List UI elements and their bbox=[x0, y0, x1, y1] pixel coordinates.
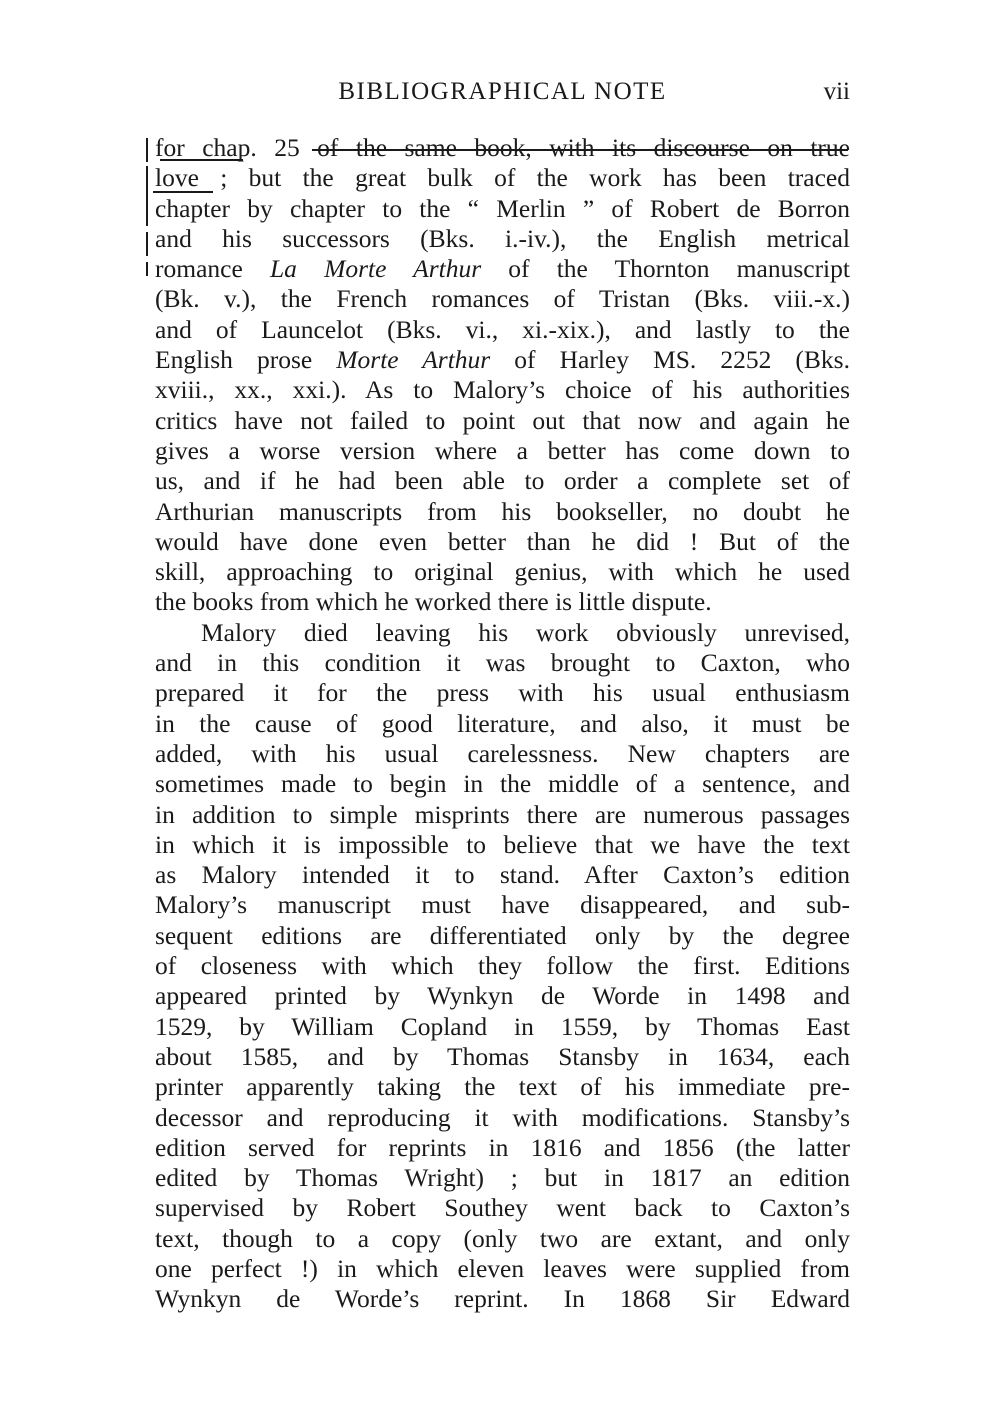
text-line: supervised by Robert Southey went back to Caxton’s bbox=[155, 1193, 850, 1223]
text-line: and in this condition it was brought to Caxton, who bbox=[155, 648, 850, 678]
text-line: for chap. 25 of the same book, with its discourse on true bbox=[155, 133, 850, 162]
text-line: one perfect !) in which eleven leaves were supplied from bbox=[155, 1253, 850, 1283]
text-line: text, though to a copy (only two are extant, and only bbox=[155, 1223, 850, 1253]
text-line: 1529, by William Copland in 1559, by Thomas East bbox=[155, 1011, 850, 1041]
text-line: in which it is impossible to believe that we have the text bbox=[155, 829, 850, 859]
text-line: as Malory intended it to stand. After Caxton’s edition bbox=[155, 860, 850, 890]
text-line: Malory’s manuscript must have disappeared, and sub- bbox=[155, 890, 850, 920]
running-head: BIBLIOGRAPHICAL NOTE bbox=[338, 78, 667, 105]
text-line: added, with his usual carelessness. New chapters are bbox=[155, 738, 850, 768]
text-line: Arthurian manuscripts from his bookseller, no doubt he bbox=[155, 496, 850, 526]
text-line: romance La Morte Arthur of the Thornton manuscript bbox=[155, 254, 850, 284]
text-line: decessor and reproducing it with modifications. Stansby’s bbox=[155, 1102, 850, 1132]
body-text bbox=[155, 133, 850, 1315]
page-header bbox=[155, 78, 850, 110]
margin-annotation-mark bbox=[146, 262, 148, 276]
text-line: printer apparently taking the text of his immediate pre- bbox=[155, 1072, 850, 1102]
text-line: (Bk. v.), the French romances of Tristan (Bks. viii.-x.) bbox=[155, 284, 850, 314]
text-line: appeared printed by Wynkyn de Worde in 1498 and bbox=[155, 981, 850, 1011]
margin-annotation-mark bbox=[146, 232, 148, 256]
text-line: xviii., xx., xxi.). As to Malory’s choice of his authorities bbox=[155, 375, 850, 405]
text-line: in the cause of good literature, and also, it must be bbox=[155, 708, 850, 738]
text-line: skill, approaching to original genius, with which he used bbox=[155, 557, 850, 587]
text-line: about 1585, and by Thomas Stansby in 1634, each bbox=[155, 1041, 850, 1071]
text-line: gives a worse version where a better has come down to bbox=[155, 435, 850, 465]
text-line: the books from which he worked there is little dispute. bbox=[155, 587, 712, 617]
text-line: prepared it for the press with his usual enthusiasm bbox=[155, 678, 850, 708]
text-line: edited by Thomas Wright) ; but in 1817 an edition bbox=[155, 1163, 850, 1193]
text-line: in addition to simple misprints there are numerous passages bbox=[155, 799, 850, 829]
italic-title: La Morte Arthur bbox=[269, 254, 482, 284]
text-line: of closeness with which they follow the first. Editions bbox=[155, 951, 850, 981]
text-line: sequent editions are differentiated only by the degree bbox=[155, 920, 850, 950]
page-number: vii bbox=[823, 78, 850, 105]
margin-annotation-mark bbox=[146, 166, 148, 226]
text-line: would have done even better than he did ! But of the bbox=[155, 526, 850, 556]
text-line: Malory died leaving his work obviously unrevised, bbox=[201, 617, 850, 647]
text-line: us, and if he had been able to order a complete set of bbox=[155, 466, 850, 496]
text-line: and his successors (Bks. i.-iv.), the English metrical bbox=[155, 223, 850, 253]
text-line: love ; but the great bulk of the work has been traced bbox=[155, 163, 850, 193]
text-line: sometimes made to begin in the middle of a sentence, and bbox=[155, 769, 850, 799]
text-line: edition served for reprints in 1816 and 1856 (the latter bbox=[155, 1132, 850, 1162]
italic-title: Morte Arthur bbox=[336, 345, 491, 375]
margin-annotation-mark bbox=[146, 138, 148, 162]
text-line: and of Launcelot (Bks. vi., xi.-xix.), and lastly to the bbox=[155, 314, 850, 344]
text-line: chapter by chapter to the “ Merlin ” of Robert de Borron bbox=[155, 193, 850, 223]
text-line: English prose Morte Arthur of Harley MS. 2252 (Bks. bbox=[155, 345, 850, 375]
text-line: Wynkyn de Worde’s reprint. In 1868 Sir Edward bbox=[155, 1284, 850, 1314]
text-line: critics have not failed to point out that now and again he bbox=[155, 405, 850, 435]
